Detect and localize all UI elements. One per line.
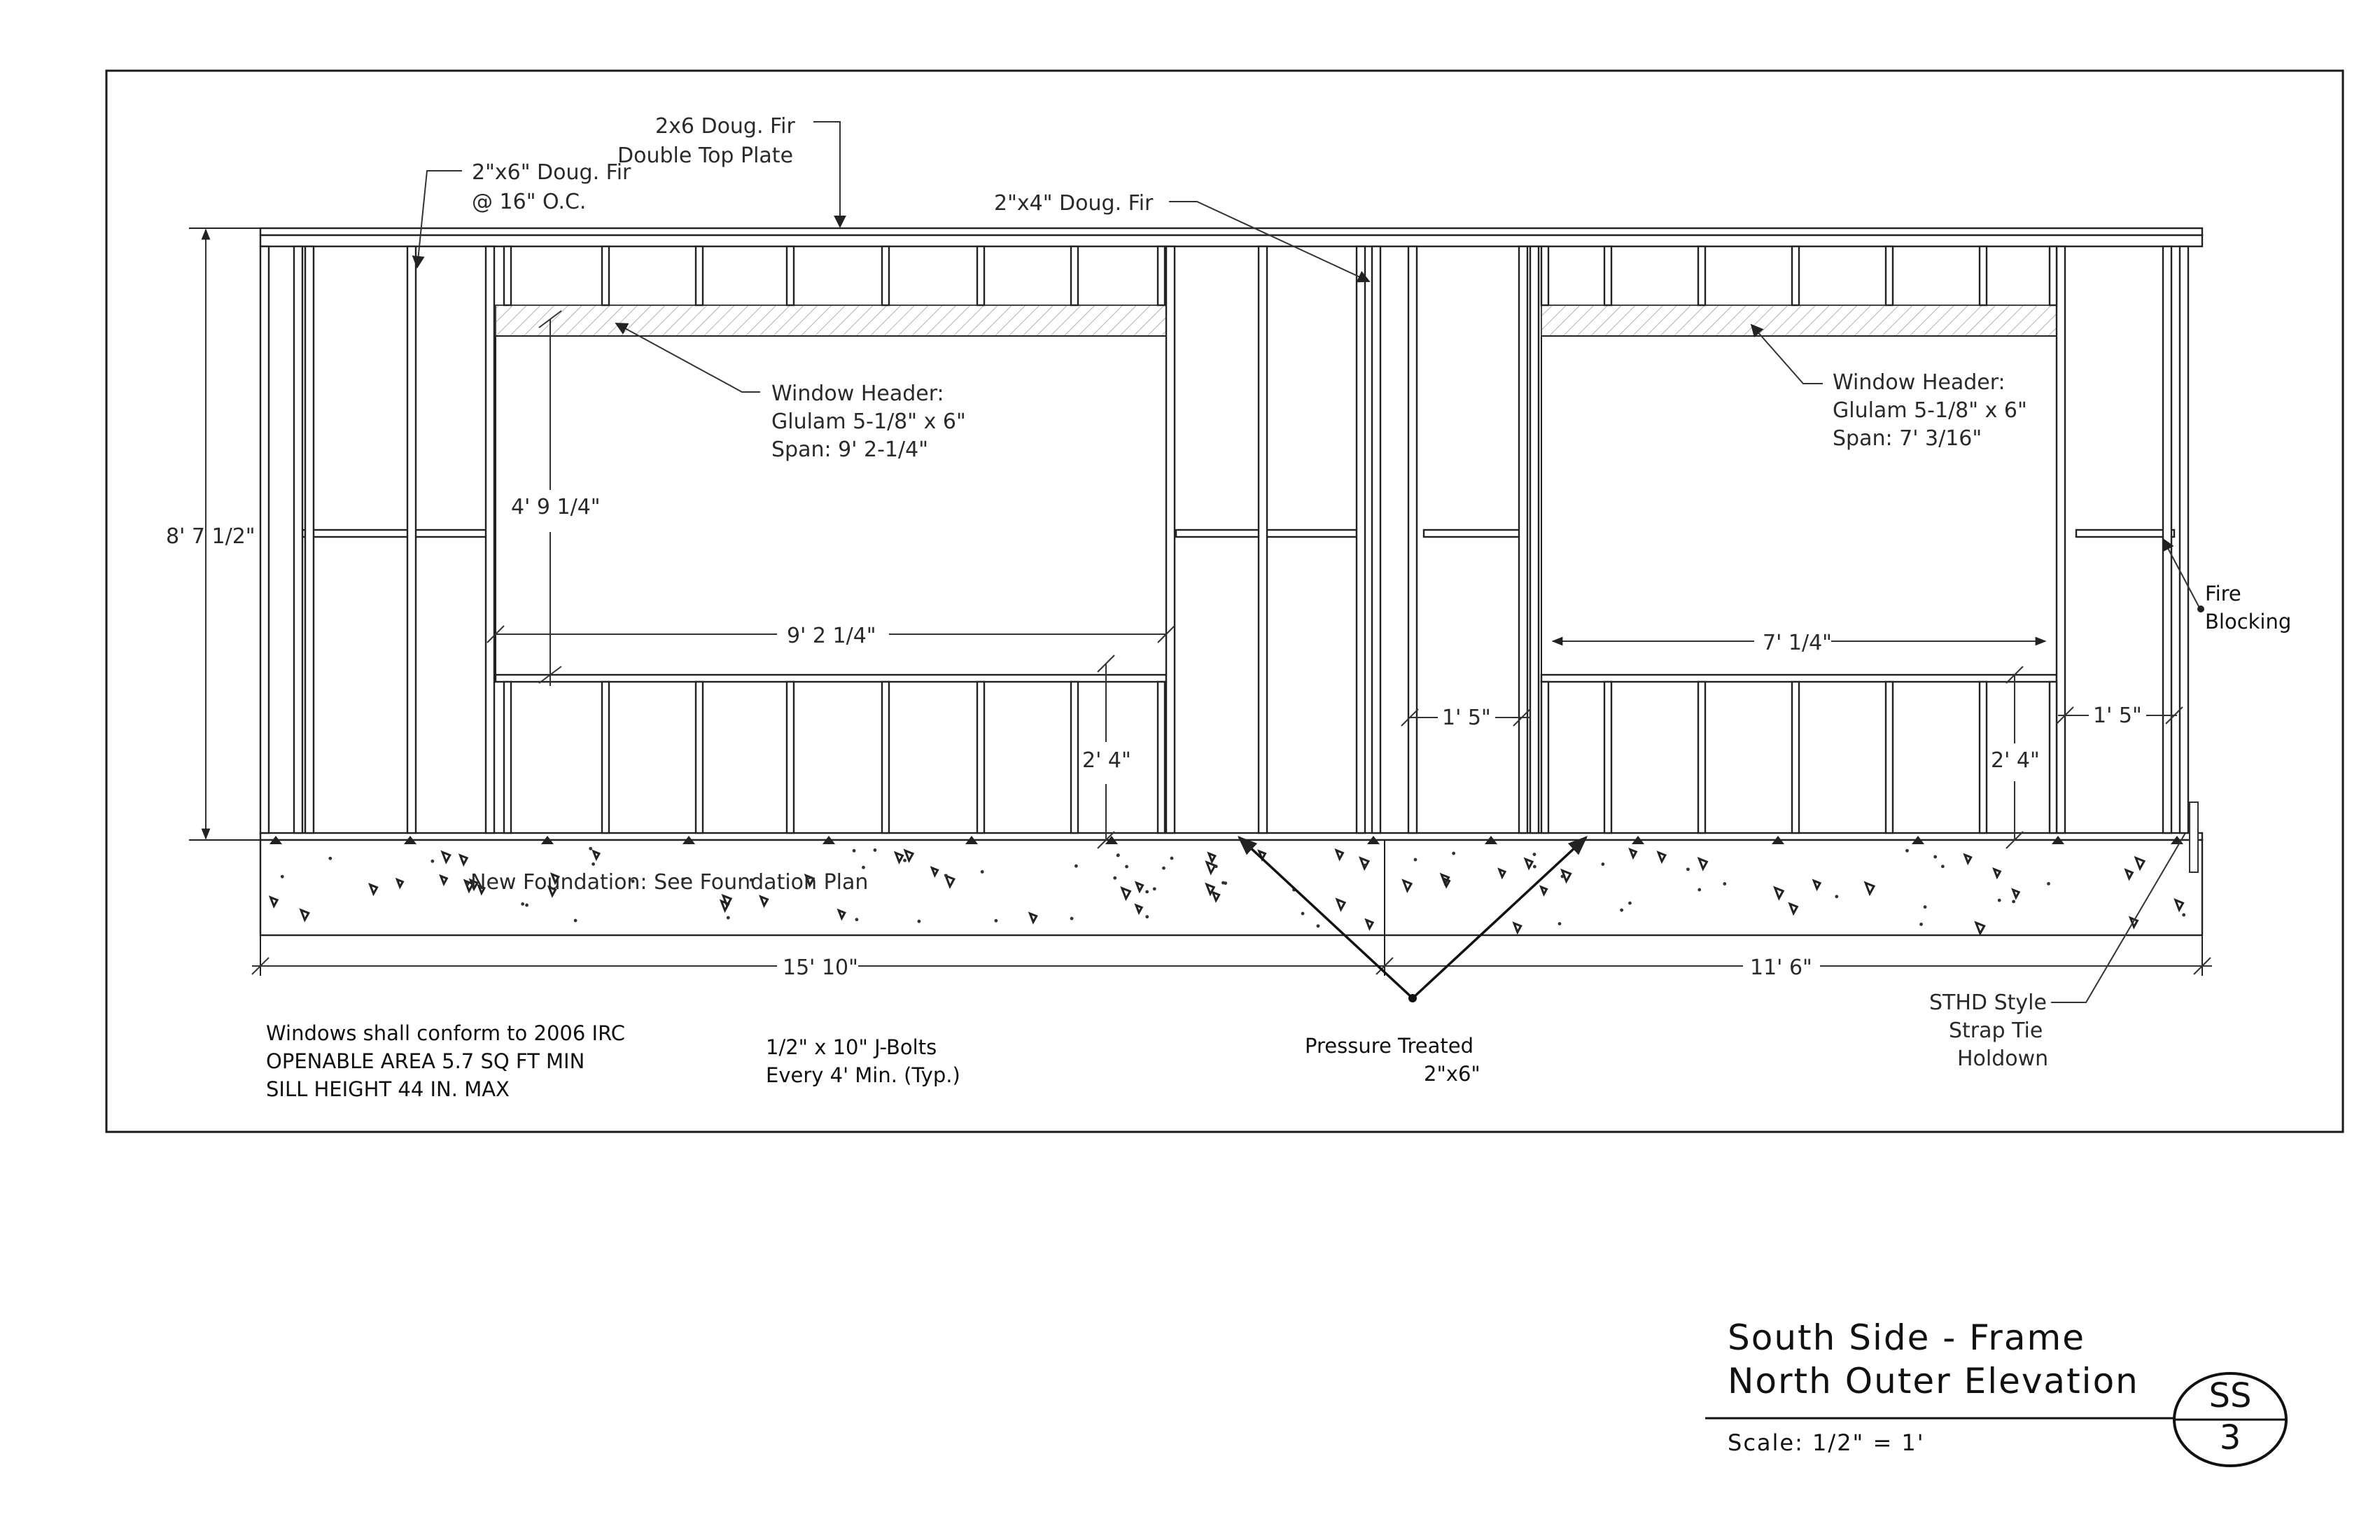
window-sills — [496, 675, 2057, 682]
fire-blocking — [302, 530, 2174, 537]
aggregate-dot — [2047, 882, 2050, 886]
title-line-1: South Side - Frame — [1728, 1317, 2085, 1358]
window-left-sill-label: 2' 4" — [1082, 748, 1131, 773]
aggregate-dot — [1686, 867, 1690, 871]
aggregate-dot — [1224, 881, 1227, 885]
aggregate-dot — [981, 870, 984, 874]
window-right-width-label: 7' 1/4" — [1763, 631, 1832, 655]
cripple-stud — [1071, 246, 1078, 305]
stud — [2180, 246, 2188, 833]
stud — [1166, 246, 1175, 833]
cripple-stud — [696, 682, 703, 833]
aggregate-dot — [466, 882, 470, 886]
fire-blocking-label-1: Fire — [2205, 582, 2241, 606]
cripple-stud — [602, 246, 609, 305]
aggregate-dot — [874, 848, 877, 852]
cripple-stud — [504, 246, 511, 305]
aggregate-dot — [574, 919, 578, 923]
title-line-2: North Outer Elevation — [1728, 1361, 2139, 1401]
aggregate-dot — [855, 918, 859, 921]
aggregate-dot — [1452, 852, 1455, 855]
header-left-label-3: Span: 9' 2-1/4" — [771, 438, 928, 462]
window-header-left — [496, 305, 1166, 336]
aggregate-dot — [525, 904, 528, 907]
strap-label-2: Strap Tie — [1949, 1018, 2043, 1043]
aggregate-dot — [2182, 913, 2185, 917]
aggregate-dot — [1941, 864, 1945, 868]
cripple-stud — [1886, 682, 1893, 833]
aggregate-dot — [853, 849, 856, 853]
pressure-label-2: 2"x6" — [1424, 1062, 1480, 1086]
cripple-stud — [882, 246, 889, 305]
aggregate-dot — [1070, 917, 1074, 920]
strap-tie-holdown — [2190, 802, 2198, 872]
window-left-width-label: 9' 2 1/4" — [787, 624, 876, 648]
top-plate-label-1: 2x6 Doug. Fir — [655, 114, 795, 139]
cripple-stud — [882, 682, 889, 833]
aggregate-dot — [1924, 905, 1927, 909]
pressure-label-1: Pressure Treated — [1305, 1034, 1474, 1058]
cripple-stud — [1886, 246, 1893, 305]
cripple-stud — [1980, 682, 1987, 833]
aggregate-dot — [1162, 867, 1166, 870]
cripple-stud — [504, 682, 511, 833]
studs-leader — [417, 171, 462, 267]
aggregate-dot — [1998, 899, 2001, 902]
aggregate-dot — [328, 857, 332, 860]
studs-label-2: @ 16" O.C. — [472, 190, 587, 214]
windows-note-1: Windows shall conform to 2006 IRC — [266, 1021, 626, 1045]
aggregate-dot — [1317, 924, 1320, 927]
aggregate-dot — [727, 916, 730, 920]
aggregate-dot — [1116, 853, 1120, 857]
cripple-stud — [787, 682, 794, 833]
aggregate-dot — [1153, 887, 1156, 890]
aggregate-dot — [1214, 864, 1218, 868]
window-left-height-label: 4' 9 1/4" — [511, 495, 601, 519]
aggregate-dot — [1933, 855, 1937, 859]
wall-height-label: 8' 7 1/2" — [166, 524, 255, 549]
cripple-stud — [1980, 246, 1987, 305]
aggregate-dot — [1628, 902, 1632, 905]
aggregate-dot — [1301, 912, 1305, 916]
stud — [407, 246, 416, 833]
cripple-stud — [1698, 246, 1705, 305]
aggregate-dot — [862, 866, 865, 869]
cripple-stud — [1541, 246, 1548, 305]
stud — [486, 246, 494, 833]
cripple-stud — [2050, 246, 2057, 305]
jbolts-note-1: 1/2" x 10" J-Bolts — [766, 1035, 937, 1059]
strap-label-3: Holdown — [1957, 1046, 2049, 1071]
overall-right-label: 11' 6" — [1750, 955, 1812, 980]
double-top-plate — [260, 228, 2202, 246]
aggregate-dot — [1414, 858, 1418, 862]
aggregate-dot — [1561, 875, 1564, 878]
stud — [1259, 246, 1267, 833]
aggregate-dot — [521, 902, 524, 906]
cripple-stud — [977, 246, 984, 305]
scale-label: Scale: 1/2" = 1' — [1728, 1429, 1925, 1456]
aggregate-dot — [592, 862, 595, 866]
stud-2x4-label: 2"x4" Doug. Fir — [994, 191, 1154, 216]
sheet-code: SS — [2208, 1376, 2252, 1415]
aggregate-dot — [1074, 864, 1078, 868]
sheet-number: 3 — [2219, 1418, 2241, 1457]
aggregate-dot — [1558, 922, 1562, 925]
stud — [1530, 246, 1539, 833]
cripple-stud — [602, 682, 609, 833]
aggregate-dot — [1698, 888, 1701, 892]
cripple-stud — [977, 682, 984, 833]
bottom-plate — [260, 833, 2202, 840]
aggregate-dot — [994, 919, 997, 923]
windows-note-3: SILL HEIGHT 44 IN. MAX — [266, 1077, 510, 1101]
aggregate-dot — [1145, 915, 1149, 918]
header-right-label-2: Glulam 5-1/8" x 6" — [1833, 398, 2027, 423]
cripple-stud — [1158, 246, 1165, 305]
fire-blocking-label-2: Blocking — [2205, 610, 2292, 634]
aggregate-dot — [1620, 909, 1623, 912]
header-left-label-1: Window Header: — [771, 382, 944, 406]
window-header-right — [1541, 305, 2057, 336]
top-plate-leader — [813, 122, 840, 227]
cripple-stud — [1792, 246, 1799, 305]
cripple-stud — [2050, 682, 2057, 833]
overall-dimension-line — [252, 935, 2212, 976]
aggregate-dot — [1601, 862, 1604, 866]
stud — [1519, 246, 1527, 833]
cripple-stud — [787, 246, 794, 305]
aggregate-dot — [1533, 853, 1536, 856]
aggregate-dot — [1113, 876, 1116, 880]
strap-label-1: STHD Style — [1929, 990, 2047, 1015]
aggregate-dot — [1125, 865, 1128, 869]
aggregate-dot — [1145, 890, 1149, 894]
cripple-stud — [1698, 682, 1705, 833]
window-right-sill-label: 2' 4" — [1991, 748, 2040, 773]
aggregate-dot — [430, 860, 434, 863]
header-right-label-1: Window Header: — [1833, 370, 2005, 395]
stud — [2057, 246, 2065, 833]
foundation-label: New Foundation: See Foundation Plan — [470, 870, 869, 895]
overall-left-label: 15' 10" — [783, 955, 858, 980]
stud — [260, 246, 269, 833]
aggregate-dot — [2012, 900, 2015, 904]
stud — [1357, 246, 1365, 833]
cripple-stud — [1158, 682, 1165, 833]
stud — [1372, 246, 1380, 833]
aggregate-dot — [1170, 857, 1174, 860]
cripple-stud — [1541, 682, 1548, 833]
right-offset-left-label: 1' 5" — [1442, 706, 1491, 730]
jbolts-note-2: Every 4' Min. (Typ.) — [766, 1063, 960, 1087]
aggregate-dot — [1363, 864, 1366, 867]
aggregate-dot — [1919, 923, 1923, 926]
top-plate-label-2: Double Top Plate — [617, 144, 794, 168]
header-right-label-3: Span: 7' 3/16" — [1833, 426, 1982, 451]
cripple-stud — [1604, 246, 1611, 305]
cripple-stud — [1071, 682, 1078, 833]
aggregate-dot — [281, 875, 284, 878]
aggregate-dot — [903, 859, 906, 862]
stud — [2163, 246, 2171, 833]
windows-note-2: OPENABLE AREA 5.7 SQ FT MIN — [266, 1049, 585, 1073]
stud — [305, 246, 314, 833]
aggregate-dot — [1905, 849, 1909, 853]
cripple-stud — [1604, 682, 1611, 833]
stud — [1408, 246, 1417, 833]
right-offset-right-label: 1' 5" — [2093, 704, 2142, 728]
header-left-label-2: Glulam 5-1/8" x 6" — [771, 410, 966, 434]
aggregate-dot — [944, 874, 948, 877]
aggregate-dot — [1835, 895, 1838, 898]
aggregate-dot — [589, 847, 592, 850]
stud — [294, 246, 302, 833]
aggregate-dot — [1533, 865, 1536, 869]
cripple-stud — [1792, 682, 1799, 833]
aggregate-dot — [1723, 882, 1726, 886]
cripple-stud — [696, 246, 703, 305]
aggregate-dot — [918, 920, 921, 923]
studs-label-1: 2"x6" Doug. Fir — [472, 160, 631, 185]
